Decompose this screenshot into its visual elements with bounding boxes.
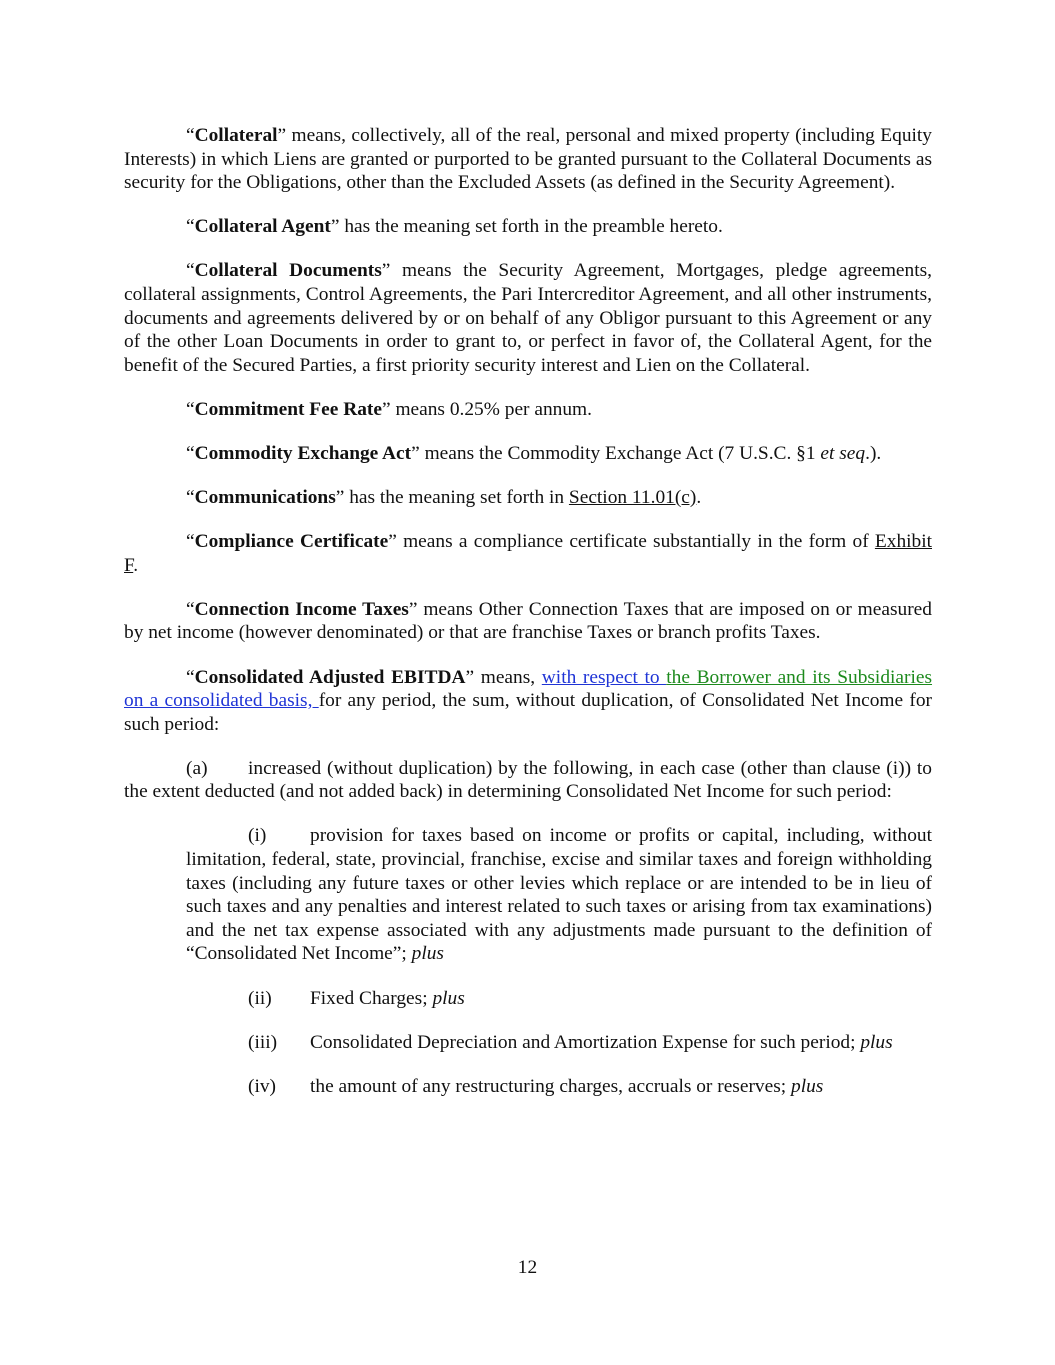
definition-collateral bbox=[124, 124, 932, 195]
open-quote: “ bbox=[186, 125, 195, 146]
definition-connection-income-taxes bbox=[124, 598, 932, 645]
clause-ii bbox=[248, 987, 932, 1011]
defined-term: Commodity Exchange Act bbox=[194, 442, 412, 464]
open-quote: “ bbox=[186, 666, 195, 688]
clause-text-wrap bbox=[310, 1031, 932, 1055]
definition-collateral-agent bbox=[124, 215, 932, 239]
definition-text: ” has the meaning set forth in bbox=[335, 487, 569, 509]
clause-text: provision for taxes based on income or profits or capital, including, without limitation, federal, state, provincial, franchise, excise and similar taxes and foreign withholding taxes (including any future taxes or other levies which replace or are intended to be in lieu of such taxes and any penalties and interest related to such taxes or arising from tax examinations) and the net tax expense associated with any adjustments made pursuant to the definition of “Consolidated Net Income”; bbox=[186, 825, 932, 965]
clause-number: (ii) bbox=[248, 987, 272, 1009]
clause-text-wrap bbox=[310, 987, 932, 1011]
clause-text: Consolidated Depreciation and Amortization Expense for such period; bbox=[310, 1031, 861, 1053]
clause-i bbox=[186, 824, 932, 966]
inserted-text-blue: with respect to bbox=[541, 666, 667, 688]
definition-text: ” means the Security Agreement, Mortgages, pledge agreements, collateral assignments, Control Agreements, the Pari Intercreditor Agreement, and all other instruments, documents and agreements delivered by or on behalf of any Obligor pursuant to this Agreement or any of the other Loan Documents in order to grant to, or perfect in favor of, the Collateral Agent, for the benefit of the Secured Parties, a first priority security interest and Lien on the Collateral. bbox=[124, 260, 933, 376]
open-quote: “ bbox=[186, 442, 195, 464]
exhibit-reference-link[interactable]: Exhibit F bbox=[124, 531, 932, 576]
definition-text: ” has the meaning set forth in the preamble hereto. bbox=[330, 216, 723, 238]
defined-term: Communications bbox=[194, 487, 336, 509]
definition-commodity-exchange-act bbox=[124, 442, 932, 466]
clause-text: increased (without duplication) by the following, in each case (other than clause (i)) to the extent deducted (and not added back) in determining Consolidated Net Income for such period: bbox=[124, 757, 932, 803]
open-quote: “ bbox=[186, 487, 195, 509]
clause-iv bbox=[248, 1075, 932, 1099]
definition-communications bbox=[124, 486, 932, 510]
clause-text: the amount of any restructuring charges, accruals or reserves; bbox=[310, 1075, 791, 1097]
definition-commitment-fee-rate bbox=[124, 398, 932, 422]
definition-text-end: for any period, the sum, without duplication, of Consolidated Net Income for such period: bbox=[124, 690, 932, 735]
defined-term: Commitment Fee Rate bbox=[194, 398, 382, 420]
definition-compliance-certificate bbox=[124, 530, 932, 577]
defined-term: Collateral bbox=[194, 125, 278, 146]
italic-plus: plus bbox=[860, 1031, 893, 1053]
italic-plus: plus bbox=[411, 943, 444, 965]
defined-term: Collateral Documents bbox=[194, 260, 382, 282]
open-quote: “ bbox=[186, 398, 195, 420]
italic-plus: plus bbox=[791, 1075, 824, 1097]
definition-text: ” means a compliance certificate substantially in the form of bbox=[388, 531, 875, 553]
clause-number: (i) bbox=[248, 825, 267, 847]
definition-text: ” means 0.25% per annum. bbox=[381, 398, 592, 420]
defined-term: Consolidated Adjusted EBITDA bbox=[194, 666, 466, 688]
definition-text: ” means, collectively, all of the real, personal and mixed property (including Equity Interests) in which Liens are granted or purported to be granted pursuant to the Collateral Documents as security for the Obligations, other than the Excluded Assets (as defined in the Security Agreement). bbox=[124, 125, 932, 194]
open-quote: “ bbox=[186, 531, 195, 553]
clause-iii bbox=[248, 1031, 932, 1055]
inserted-text-green: the Borrower and its Subsidiaries bbox=[666, 666, 933, 688]
definition-text-end: . bbox=[133, 554, 139, 576]
clause-a bbox=[124, 757, 932, 804]
open-quote: “ bbox=[186, 598, 195, 620]
italic-et-seq: et seq bbox=[820, 442, 866, 464]
italic-plus: plus bbox=[432, 987, 465, 1009]
definition-text: ” means the Commodity Exchange Act (7 U.S.C. §1 bbox=[411, 442, 821, 464]
document-page bbox=[124, 124, 932, 1119]
defined-term: Compliance Certificate bbox=[194, 531, 389, 553]
clause-number: (iii) bbox=[248, 1031, 278, 1053]
definition-consolidated-adjusted-ebitda bbox=[124, 666, 932, 737]
definition-text: ” means Other Connection Taxes that are imposed on or measured by net income (however denominated) or that are franchise Taxes or branch profits Taxes. bbox=[124, 598, 932, 644]
section-reference-link[interactable]: Section 11.01(c) bbox=[568, 487, 697, 509]
definition-text-end: .). bbox=[865, 442, 882, 464]
defined-term: Connection Income Taxes bbox=[194, 598, 409, 620]
clause-text: Fixed Charges; bbox=[310, 987, 433, 1009]
definition-text: ” means, bbox=[465, 666, 542, 688]
definition-text-end: . bbox=[696, 487, 702, 509]
definition-collateral-documents bbox=[124, 259, 932, 377]
page-number: 12 bbox=[517, 1257, 538, 1278]
open-quote: “ bbox=[186, 216, 195, 238]
defined-term: Collateral Agent bbox=[194, 216, 331, 238]
open-quote: “ bbox=[186, 260, 195, 282]
clause-number: (a) bbox=[186, 757, 208, 779]
inserted-text-blue-2: on a consolidated basis, bbox=[124, 690, 319, 712]
clause-text-wrap bbox=[310, 1075, 932, 1099]
clause-number: (iv) bbox=[248, 1075, 276, 1097]
